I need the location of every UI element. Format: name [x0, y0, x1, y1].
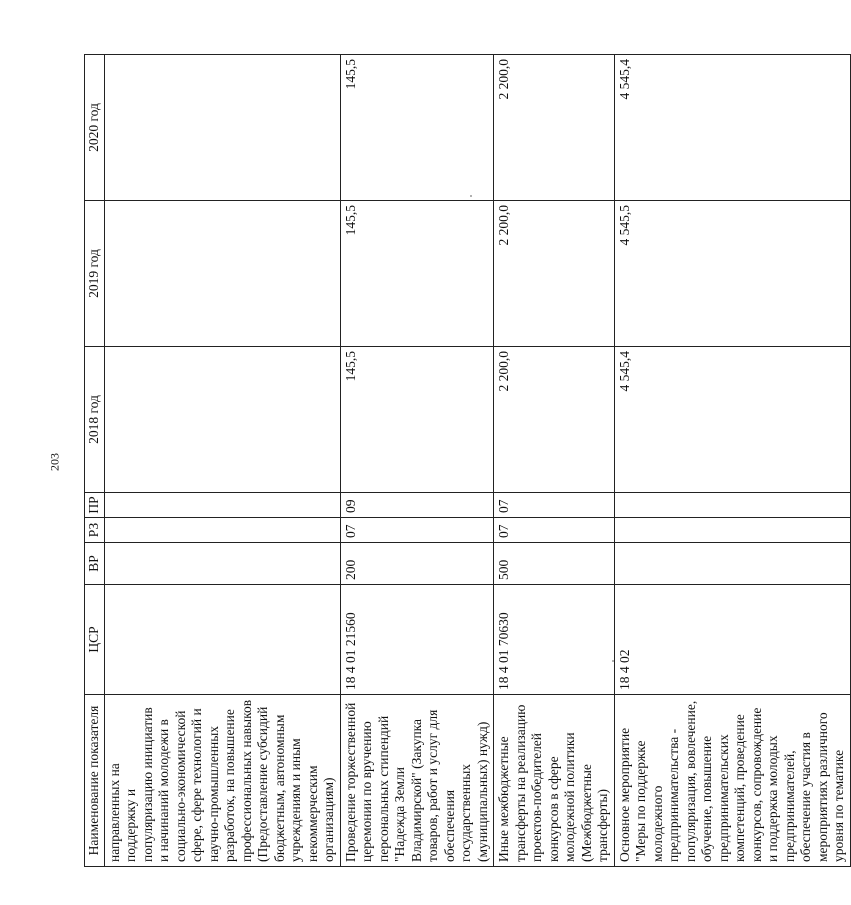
cell-2020: 145,5: [340, 55, 494, 201]
scan-speck: [612, 660, 614, 662]
table-row: [104, 55, 340, 867]
cell-rz: [104, 518, 340, 543]
table-row: [340, 55, 494, 867]
cell-csr: [104, 585, 340, 695]
cell-vr: [104, 543, 340, 585]
header-2018: 2018 год: [85, 347, 105, 493]
cell-pr: 07: [494, 493, 615, 518]
cell-name: направленных на поддержку и популяризацию инициатив и начинаний молодежи в социально-экономической сфере, сфере технологий и научно-промышленных разработок, на повышение профессиональных навыков (Предоставление субсидий бюджетным, автономным учреждениям и иным некоммерческим организациям): [104, 695, 340, 867]
page-number: 203: [47, 453, 62, 471]
cell-csr: 18 4 02: [614, 585, 850, 695]
cell-rz: 07: [494, 518, 615, 543]
cell-rz: [614, 518, 850, 543]
cell-2019: 2 200,0: [494, 201, 615, 347]
table-row: [494, 55, 615, 867]
cell-pr: [104, 493, 340, 518]
header-2020: 2020 год: [85, 55, 105, 201]
cell-2019: 145,5: [340, 201, 494, 347]
scan-speck: [470, 195, 472, 197]
budget-table: [84, 54, 851, 867]
cell-vr: [614, 543, 850, 585]
cell-name: Проведение торжественной церемонии по вручению персональных стипендий "Надежда Земли Владимирской" (Закупка товаров, работ и услуг для обеспечения государственных (муниципальных) нужд): [340, 695, 494, 867]
cell-rz: 07: [340, 518, 494, 543]
table-row: [614, 55, 850, 867]
cell-2019: [104, 201, 340, 347]
cell-pr: 09: [340, 493, 494, 518]
cell-2018: 4 545,4: [614, 347, 850, 493]
header-vr: ВР: [85, 543, 105, 585]
cell-2020: 2 200,0: [494, 55, 615, 201]
cell-csr: 18 4 01 21560: [340, 585, 494, 695]
cell-name: Иные межбюджетные трансферты на реализацию проектов-победителей конкурсов в сфере молодежной политики (Межбюджетные трансферты): [494, 695, 615, 867]
header-row: [85, 55, 105, 867]
cell-vr: 200: [340, 543, 494, 585]
cell-2019: 4 545,5: [614, 201, 850, 347]
header-rz: РЗ: [85, 518, 105, 543]
cell-name: Основное мероприятие "Меры по поддержке молодежного предпринимательства - популяризация, вовлечение, обучение, повышение предпринимательских компетенций, проведение конкурсов, сопровождение и поддержка молодых предпринимателей, обеспечение участия в мероприятиях различного уровня по тематике: [614, 695, 850, 867]
cell-2018: [104, 347, 340, 493]
header-2019: 2019 год: [85, 201, 105, 347]
header-pr: ПР: [85, 493, 105, 518]
header-csr: ЦСР: [85, 585, 105, 695]
cell-pr: [614, 493, 850, 518]
cell-csr: 18 4 01 70630: [494, 585, 615, 695]
cell-2018: 2 200,0: [494, 347, 615, 493]
header-name: Наименование показателя: [85, 695, 105, 867]
cell-vr: 500: [494, 543, 615, 585]
cell-2020: 4 545,4: [614, 55, 850, 201]
cell-2018: 145,5: [340, 347, 494, 493]
cell-2020: [104, 55, 340, 201]
